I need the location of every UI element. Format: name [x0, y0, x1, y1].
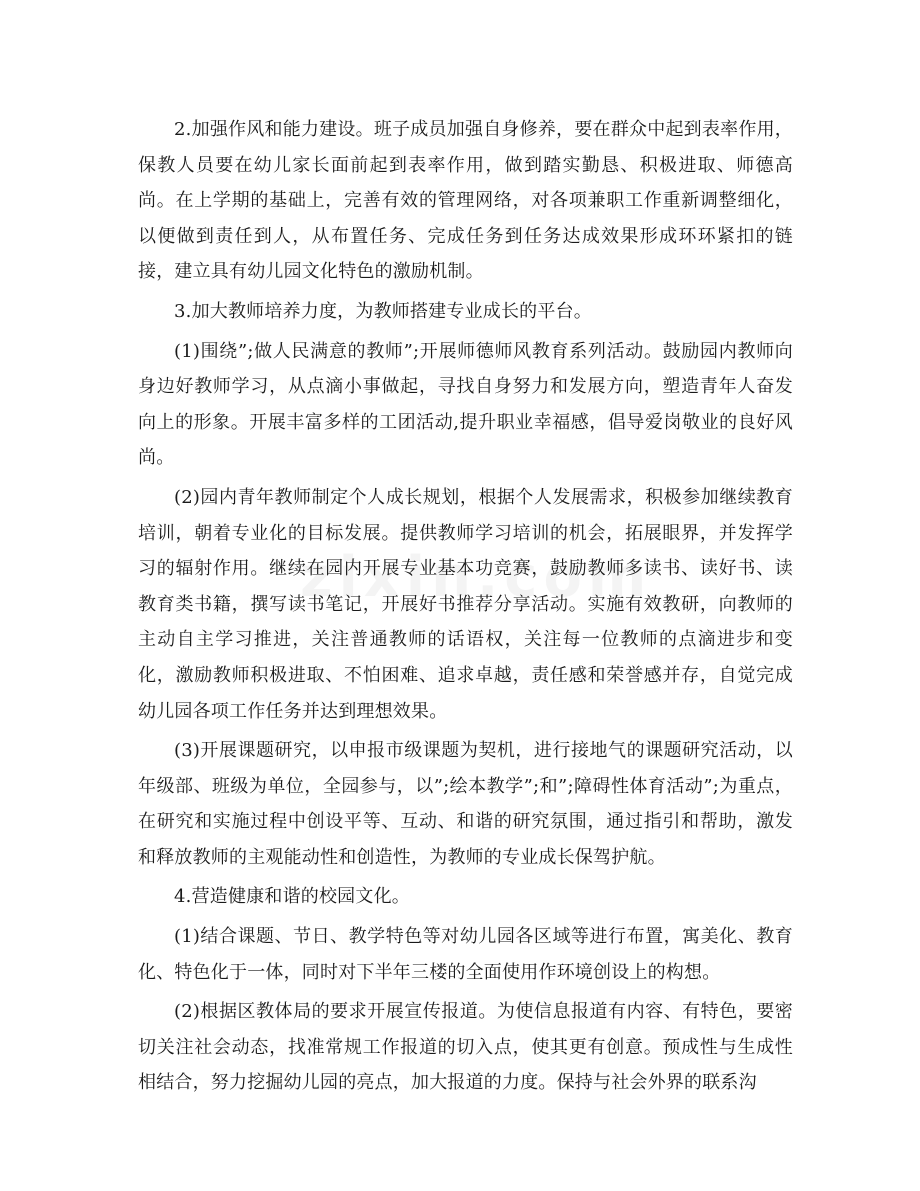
document-body [138, 112, 793, 1105]
paragraph-3-1: (1)围绕”;做人民满意的教师”;开展师德师风教育系列活动。鼓励园内教师向身边好教师学习，从点滴小事做起，寻找自身努力和发展方向，塑造青年人奋发向上的形象。开展丰富多样的工团活动,提升职业幸福感，倡导爱岗敬业的良好风尚。 [138, 340, 793, 469]
paragraph-4-2: (2)根据区教体局的要求开展宣传报道。为使信息报道有内容、有特色，要密切关注社会动态，找准常规工作报道的切入点，使其更有创意。预成性与生成性相结合，努力挖掘幼儿园的亮点，加大报道的力度。保持与社会外界的联系沟 [138, 1001, 793, 1094]
paragraph-3-2: (2)园内青年教师制定个人成长规划，根据个人发展需求，积极参加继续教育培训，朝着专业化的目标发展。提供教师学习培训的机会，拓展眼界，并发挥学习的辐射作用。继续在园内开展专业基本功竞赛，鼓励教师多读书、读好书、读教育类书籍，撰写读书笔记，开展好书推荐分享活动。实施有效教研，向教师的主动自主学习推进，关注普通教师的话语权，关注每一位教师的点滴进步和变化，激励教师积极进取、不怕困难、追求卓越，责任感和荣誉感并存，自觉完成幼儿园各项工作任务并达到理想效果。 [138, 486, 793, 722]
paragraph-3-3: (3)开展课题研究，以申报市级课题为契机，进行接地气的课题研究活动，以年级部、班级为单位，全园参与，以”;绘本教学”;和”;障碍性体育活动”;为重点，在研究和实施过程中创设平等、互动、和谐的研究氛围，通过指引和帮助，激发和释放教师的主观能动性和创造性，为教师的专业成长保驾护航。 [138, 740, 793, 868]
paragraph-4-heading: 4.营造健康和谐的校园文化。 [174, 886, 410, 908]
paragraph-4-1: (1)结合课题、节日、教学特色等对幼儿园各区域等进行布置，寓美化、教育化、特色化于一体，同时对下半年三楼的全面使用作环境创设上的构想。 [138, 926, 793, 983]
paragraph-2-work-style: 2.加强作风和能力建设。班子成员加强自身修养，要在群众中起到表率作用，保教人员要在幼儿家长面前起到表率作用，做到踏实勤恳、积极进取、师德高尚。在上学期的基础上，完善有效的管理网络，对各项兼职工作重新调整细化，以便做到责任到人，从布置任务、完成任务到任务达成效果形成环环紧扣的链接，建立具有幼儿园文化特色的激励机制。 [138, 119, 793, 283]
paragraph-3-heading: 3.加大教师培养力度，为教师搭建专业成长的平台。 [174, 300, 592, 322]
